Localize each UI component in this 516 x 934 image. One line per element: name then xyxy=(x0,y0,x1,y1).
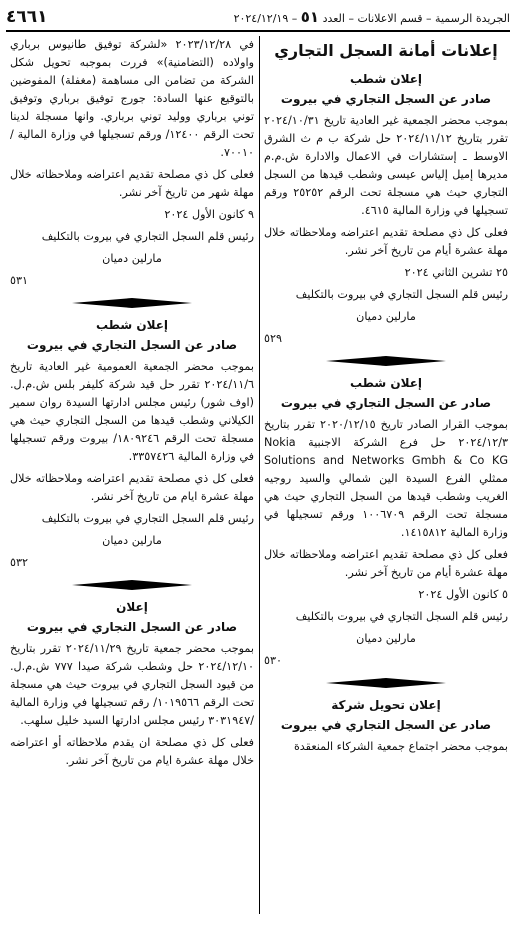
announcement-objection: فعلى كل ذي مصلحة تقديم اعتراضه وملاحظاته خلال مهلة عشرة أيام من تاريخ آخر نشر. xyxy=(264,226,508,257)
header-title: الجريدة الرسمية – قسم الاعلانات – العدد xyxy=(322,12,510,25)
announcement-heading: إعلان شطب xyxy=(95,318,169,332)
announcement-objection: فعلى كل ذي مصلحة تقديم اعتراضه وملاحظاته خلال مهلة شهر من تاريخ آخر نشر. xyxy=(10,168,254,199)
reference-number: ٥٣٢ xyxy=(10,556,29,569)
announcement-heading: إعلان تحويل شركة xyxy=(331,698,441,712)
announcement-objection: فعلى كل ذي مصلحة تقديم اعتراضه وملاحظاته خلال مهلة عشرة ايام من تاريخ آخر نشر. xyxy=(10,472,254,503)
announcement-subheading: صادر عن السجل التجاري في بيروت xyxy=(280,718,492,732)
announcement xyxy=(10,316,254,572)
separator-ornament xyxy=(264,674,508,692)
signer-title: رئيس قلم السجل التجاري في بيروت بالتكليف xyxy=(41,512,254,525)
announcement-body: بموجب محضر جمعية تاريخ ٢٠٢٤/١١/٢٩ تقرر بتاريخ ٢٠٢٤/١٢/١٠ حل وشطب شركة صيدا ٧٧٧ ش.م.ل. من قيود السجل التجاري في بيروت حيث هي مسجلة تحت الرقم ١٠١٩٥٦٦/ رقم تسجيلها في وزارة المالية /٣٠٣١٩٤٧ رئيس مجلس ادارتها السيد خليل سلهب. xyxy=(10,642,254,727)
reference-number: ٥٢٩ xyxy=(264,332,283,345)
page-number: ٤٦٦١ xyxy=(6,7,48,27)
announcement-objection: فعلى كل ذي مصلحة ان يقدم ملاحظاته أو اعتراضه خلال مهلة عشرة ايام من تاريخ آخر نشر. xyxy=(10,736,254,767)
announcement-objection: فعلى كل ذي مصلحة تقديم اعتراضه وملاحظاته خلال مهلة عشرة أيام من تاريخ آخر نشر. xyxy=(264,548,508,579)
signer-name: مارلين دميان xyxy=(356,632,416,645)
announcement-body: بموجب محضر الجمعية العمومية غير العادية تاريخ ٢٠٢٤/١١/٦ تقرر حل قيد شركة كليفر بلس ش.م.ل. (اوف شور) رئيس مجلس ادارتها السيدة روان سمير الكيلاني وشطب قيدها من السجل التجاري حيث هي مسجلة تحت الرقم ١٨٠٩٢٤٦/ بيروت ورقم تسجيلها في وزارة المالية ٣٣٥٧٤٢٦. xyxy=(10,360,254,463)
announcement-subheading: صادر عن السجل التجاري في بيروت xyxy=(26,620,238,634)
announcement-body: في ٢٠٢٣/١٢/٢٨ «لشركة توفيق طانيوس برباري واولاده (التضامنية)» فررت بموجبه تحويل شكل الشركة من تضامن الى مساهمة (مغفلة) المفوضين بالتوقيع عنها السادة: جورج توفيق برباري وتوفيق توني برباري ووليد توني برباري. وانها مسجلة لدينا تحت الرقم ١٢٤٠٠/ ورقم تسجيلها في وزارة المالية /٧٠٠١٠. xyxy=(10,38,255,159)
reference-number: ٥٣٠ xyxy=(264,654,283,667)
page-header xyxy=(6,4,510,32)
column-divider xyxy=(259,36,260,914)
announcement xyxy=(264,696,508,756)
announcement-heading: إعلان شطب xyxy=(349,72,423,86)
issue-number: ٥١ xyxy=(300,8,320,26)
signer-title: رئيس قلم السجل التجاري في بيروت بالتكليف xyxy=(295,288,508,301)
section-title: إعلانات أمانة السجل التجاري xyxy=(274,41,498,60)
separator-ornament xyxy=(264,352,508,370)
signer-title: رئيس قلم السجل التجاري في بيروت بالتكليف xyxy=(295,610,508,623)
separator-ornament xyxy=(10,576,254,594)
signer-title: رئيس قلم السجل التجاري في بيروت بالتكليف xyxy=(41,230,254,243)
announcement-heading: إعلان شطب xyxy=(349,376,423,390)
announcement-body: بموجب محضر الجمعية غير العادية تاريخ ٢٠٢٤/١٠/٣١ تقرر بتاريخ ٢٠٢٤/١١/١٢ حل شركة ب م ث الشرق الاوسط ـ إستشارات في الاعمال والادارة ش.م.م مديرها إميل إلياس عيسى وشطب قيدها من السجل التجاري حيث هي مسجلة تحت الرقم ٢٥٢٥٢ ورقم تسجيلها في وزارة المالية ٤٦١٥. xyxy=(264,114,508,217)
separator-ornament xyxy=(10,294,254,312)
announcement-date: ٥ كانون الأول ٢٠٢٤ xyxy=(418,588,508,601)
announcement-subheading: صادر عن السجل التجاري في بيروت xyxy=(280,396,492,410)
announcement xyxy=(10,598,254,770)
announcement xyxy=(264,374,508,670)
issue-date: – ٢٠٢٤/١٢/١٩ xyxy=(233,12,298,25)
left-column xyxy=(10,36,254,774)
reference-number: ٥٣١ xyxy=(10,274,29,287)
announcement-heading: إعلان xyxy=(116,600,148,614)
announcement-date: ٢٥ تشرين الثاني ٢٠٢٤ xyxy=(404,266,508,279)
announcement-body: بموجب القرار الصادر تاريخ ٢٠٢٠/١٢/١٥ تقرر بتاريخ ٢٠٢٤/١٢/٣ حل فرع الشركة الاجنبية Nokia Solutions and Networks Gmbh & Co KG ممثلي الفرع السيدة الين شمالي والسيد روجيه الغريب وشطب قيدها من السجل التجاري حيث هي مسجلة تحت الرقم ١٠٠٦٧٠٩ ورقم تسجيلها في وزارة المالية ١٤١٥٨١٢. xyxy=(264,418,508,539)
right-column xyxy=(264,36,508,760)
announcement-date: ٩ كانون الأول ٢٠٢٤ xyxy=(164,208,254,221)
signer-name: مارلين دميان xyxy=(102,534,162,547)
announcement xyxy=(10,36,254,290)
announcement xyxy=(264,70,508,348)
signer-name: مارلين دميان xyxy=(102,252,162,265)
header-title-block xyxy=(234,8,510,26)
signer-name: مارلين دميان xyxy=(356,310,416,323)
announcement-body: بموجب محضر اجتماع جمعية الشركاء المنعقدة xyxy=(293,740,508,753)
announcement-subheading: صادر عن السجل التجاري في بيروت xyxy=(280,92,492,106)
announcement-subheading: صادر عن السجل التجاري في بيروت xyxy=(26,338,238,352)
